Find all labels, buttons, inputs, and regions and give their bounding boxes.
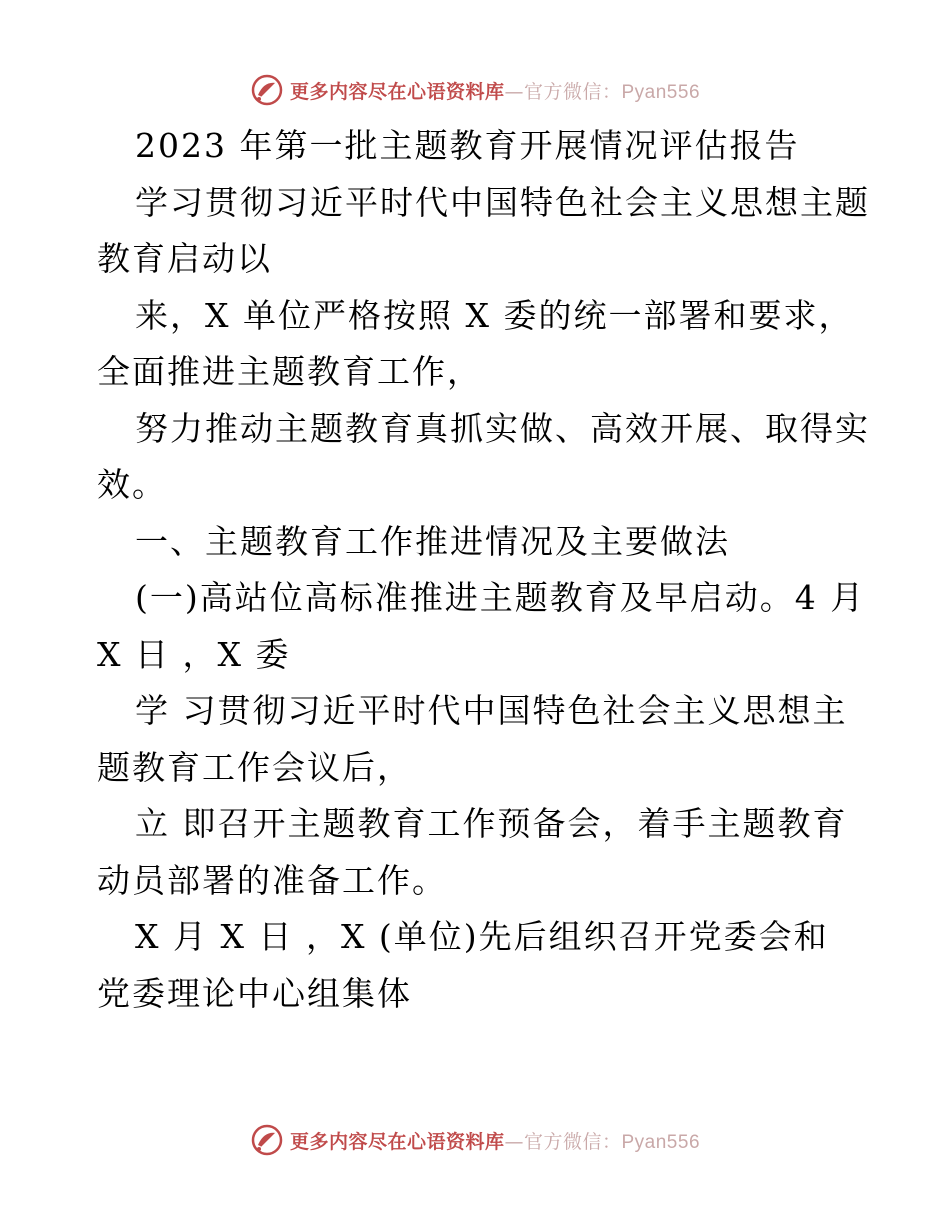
paragraph-line: X 月 X 日 ，X (单位)先后组织召开党委会和 — [135, 917, 829, 956]
brand-wechat-label: 官方微信： — [523, 1130, 622, 1153]
paragraph-line: 教育启动以 — [97, 239, 272, 278]
paragraph-line: 学习贯彻习近平时代中国特色社会主义思想主题 — [135, 182, 870, 222]
brand-wechat-id: Pyan556 — [621, 1131, 701, 1153]
brand-text — [290, 77, 700, 104]
paragraph-line: 全面推进主题教育工作， — [97, 352, 482, 391]
paragraph-line: X 日 ，X 委 — [97, 634, 291, 674]
paragraph-line: 立 即召开主题教育工作预备会，着手主题教育 — [135, 804, 848, 843]
page-footer-watermark — [0, 1120, 950, 1160]
document-title: 2023 年第一批主题教育开展情况评估报告 — [135, 126, 800, 165]
pen-logo-icon — [250, 1123, 284, 1157]
page-header-watermark — [0, 70, 950, 110]
brand-wechat-label: 官方微信： — [523, 80, 622, 103]
paragraph-line: 努力推动主题教育真抓实做、高效开展、取得实 — [135, 408, 870, 448]
brand-text — [290, 1127, 700, 1154]
section-heading: 一、主题教育工作推进情况及主要做法 — [135, 521, 730, 561]
brand-wechat-id: Pyan556 — [621, 81, 701, 103]
brand-main-text: 更多内容尽在心语资料库 — [289, 80, 505, 103]
pen-logo-icon — [250, 73, 284, 107]
paragraph-line: 题教育工作会议后， — [97, 747, 412, 787]
document-body — [97, 118, 870, 1022]
brand-banner — [250, 73, 700, 107]
brand-dash: — — [504, 1130, 524, 1153]
paragraph-line: 学 习贯彻习近平时代中国特色社会主义思想主 — [135, 691, 848, 730]
paragraph-line: 动员部署的准备工作。 — [97, 860, 447, 900]
brand-banner — [250, 1123, 700, 1157]
paragraph-line: 来，X 单位严格按照 X 委的统一部署和要求， — [135, 295, 854, 335]
paragraph-line: (一)高站位高标准推进主题教育及早启动。4 月 — [135, 578, 866, 617]
brand-dash: — — [504, 80, 524, 103]
paragraph-line: 效。 — [97, 465, 167, 504]
paragraph-line: 党委理论中心组集体 — [97, 973, 412, 1013]
brand-main-text: 更多内容尽在心语资料库 — [289, 1130, 505, 1153]
